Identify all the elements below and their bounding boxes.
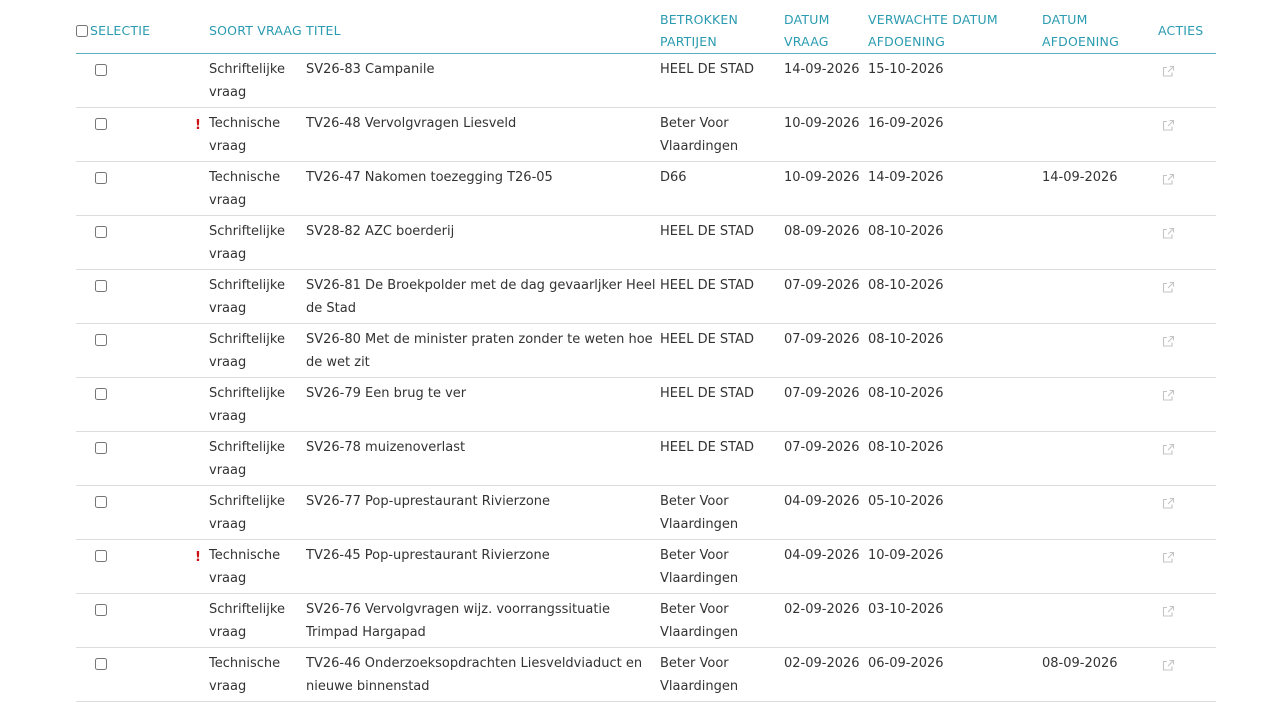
titel-cell[interactable]: SV26-77 Pop-uprestaurant Rivierzone xyxy=(306,486,660,540)
acties-cell xyxy=(1158,648,1216,702)
betrokken-partijen-cell: HEEL DE STAD xyxy=(660,324,784,378)
soort-vraag: Technische vraag xyxy=(209,116,281,154)
table-row[interactable] xyxy=(76,324,1216,378)
datum-vraag-cell: 07-09-2026 xyxy=(784,378,868,432)
datum-afdoening-cell xyxy=(1042,486,1158,540)
table-row[interactable] xyxy=(76,648,1216,702)
datum-vraag-cell: 07-09-2026 xyxy=(784,432,868,486)
row-select-cell xyxy=(76,270,209,324)
datum-vraag-cell: 14-09-2026 xyxy=(784,54,868,108)
row-select-cell xyxy=(76,486,209,540)
external-link-icon[interactable] xyxy=(1162,64,1175,87)
soort-vraag-cell xyxy=(209,432,306,486)
datum-afdoening-cell xyxy=(1042,324,1158,378)
row-select-checkbox[interactable] xyxy=(95,604,107,616)
row-select-checkbox[interactable] xyxy=(95,550,107,562)
acties-cell xyxy=(1158,270,1216,324)
soort-vraag-cell xyxy=(209,594,306,648)
table-row[interactable] xyxy=(76,540,1216,594)
external-link-icon[interactable] xyxy=(1162,658,1175,681)
external-link-icon[interactable] xyxy=(1162,496,1175,519)
table-row[interactable] xyxy=(76,108,1216,162)
verwachte-datum-cell: 10-09-2026 xyxy=(868,540,1042,594)
row-select-checkbox[interactable] xyxy=(95,280,107,292)
betrokken-partijen-cell: Beter Voor Vlaardingen xyxy=(660,540,784,594)
soort-vraag-cell xyxy=(209,162,306,216)
betrokken-partijen-cell: Beter Voor Vlaardingen xyxy=(660,108,784,162)
external-link-icon[interactable] xyxy=(1162,172,1175,195)
datum-afdoening-cell xyxy=(1042,216,1158,270)
soort-vraag-cell xyxy=(209,324,306,378)
datum-vraag-cell: 10-09-2026 xyxy=(784,162,868,216)
soort-vraag: Technische vraag xyxy=(209,656,281,694)
soort-vraag-cell xyxy=(209,54,306,108)
external-link-icon[interactable] xyxy=(1162,118,1175,141)
soort-vraag-cell xyxy=(209,216,306,270)
row-select-cell xyxy=(76,432,209,486)
acties-cell xyxy=(1158,486,1216,540)
vragen-table xyxy=(76,0,1216,702)
soort-vraag: Technische vraag xyxy=(209,170,281,208)
row-select-checkbox[interactable] xyxy=(95,496,107,508)
acties-cell xyxy=(1158,540,1216,594)
external-link-icon[interactable] xyxy=(1162,550,1175,573)
header-datum-afdoening[interactable]: DATUM AFDOENING xyxy=(1042,0,1158,54)
titel-cell[interactable]: SV26-76 Vervolgvragen wijz. voorrangssituatie Trimpad Hargapad xyxy=(306,594,660,648)
soort-vraag: Schriftelijke vraag xyxy=(209,278,285,316)
external-link-icon[interactable] xyxy=(1162,280,1175,303)
datum-vraag-cell: 04-09-2026 xyxy=(784,540,868,594)
verwachte-datum-cell: 05-10-2026 xyxy=(868,486,1042,540)
datum-vraag-cell: 04-09-2026 xyxy=(784,486,868,540)
row-select-cell xyxy=(76,540,209,594)
soort-vraag: Schriftelijke vraag xyxy=(209,602,285,640)
header-betrokken-partijen[interactable]: BETROKKEN PARTIJEN xyxy=(660,0,784,54)
acties-cell xyxy=(1158,54,1216,108)
header-verwachte-datum-afdoening[interactable]: VERWACHTE DATUM AFDOENING xyxy=(868,0,1042,54)
table-row[interactable] xyxy=(76,54,1216,108)
soort-vraag: Schriftelijke vraag xyxy=(209,224,285,262)
betrokken-partijen-cell: HEEL DE STAD xyxy=(660,270,784,324)
table-row[interactable] xyxy=(76,378,1216,432)
titel-cell[interactable]: TV26-47 Nakomen toezegging T26-05 xyxy=(306,162,660,216)
table-row[interactable] xyxy=(76,270,1216,324)
row-select-checkbox[interactable] xyxy=(95,226,107,238)
betrokken-partijen-cell: D66 xyxy=(660,162,784,216)
header-selectie xyxy=(76,0,209,54)
verwachte-datum-cell: 03-10-2026 xyxy=(868,594,1042,648)
soort-vraag: Technische vraag xyxy=(209,548,281,586)
urgent-marker: ! xyxy=(195,550,201,565)
external-link-icon[interactable] xyxy=(1162,388,1175,411)
table-body xyxy=(76,54,1216,702)
acties-cell xyxy=(1158,162,1216,216)
datum-afdoening-cell: 08-09-2026 xyxy=(1042,648,1158,702)
acties-cell xyxy=(1158,324,1216,378)
row-select-cell xyxy=(76,108,209,162)
external-link-icon[interactable] xyxy=(1162,226,1175,249)
header-soort-vraag[interactable]: SOORT VRAAG xyxy=(209,0,306,54)
verwachte-datum-cell: 06-09-2026 xyxy=(868,648,1042,702)
datum-vraag-cell: 08-09-2026 xyxy=(784,216,868,270)
titel-cell[interactable]: SV26-81 De Broekpolder met de dag gevaarljker Heel de Stad xyxy=(306,270,660,324)
datum-afdoening-cell xyxy=(1042,54,1158,108)
datum-afdoening-cell xyxy=(1042,432,1158,486)
datum-afdoening-cell xyxy=(1042,270,1158,324)
verwachte-datum-cell: 08-10-2026 xyxy=(868,432,1042,486)
acties-cell xyxy=(1158,594,1216,648)
datum-afdoening-cell xyxy=(1042,378,1158,432)
row-select-cell xyxy=(76,324,209,378)
row-select-checkbox[interactable] xyxy=(95,118,107,130)
verwachte-datum-cell: 08-10-2026 xyxy=(868,324,1042,378)
header-acties: ACTIES xyxy=(1158,0,1216,54)
header-row xyxy=(76,0,1216,54)
soort-vraag: Schriftelijke vraag xyxy=(209,386,285,424)
row-select-checkbox[interactable] xyxy=(95,658,107,670)
header-datum-vraag[interactable]: DATUM VRAAG xyxy=(784,0,868,54)
datum-vraag-cell: 10-09-2026 xyxy=(784,108,868,162)
urgent-marker: ! xyxy=(195,118,201,133)
titel-cell[interactable]: SV26-79 Een brug te ver xyxy=(306,378,660,432)
betrokken-partijen-cell: HEEL DE STAD xyxy=(660,216,784,270)
datum-vraag-cell: 02-09-2026 xyxy=(784,594,868,648)
table-row[interactable] xyxy=(76,486,1216,540)
datum-vraag-cell: 07-09-2026 xyxy=(784,324,868,378)
datum-vraag-cell: 02-09-2026 xyxy=(784,648,868,702)
row-select-cell xyxy=(76,648,209,702)
select-all-checkbox[interactable] xyxy=(76,25,88,37)
acties-cell xyxy=(1158,432,1216,486)
table-row[interactable] xyxy=(76,162,1216,216)
titel-cell[interactable]: SV28-82 AZC boerderij xyxy=(306,216,660,270)
soort-vraag-cell xyxy=(195,540,306,594)
soort-vraag: Schriftelijke vraag xyxy=(209,494,285,532)
soort-vraag: Schriftelijke vraag xyxy=(209,440,285,478)
titel-cell[interactable]: TV26-48 Vervolgvragen Liesveld xyxy=(306,108,660,162)
row-select-cell xyxy=(76,594,209,648)
row-select-cell xyxy=(76,54,209,108)
verwachte-datum-cell: 08-10-2026 xyxy=(868,216,1042,270)
betrokken-partijen-cell: HEEL DE STAD xyxy=(660,54,784,108)
soort-vraag-cell xyxy=(195,108,306,162)
acties-cell xyxy=(1158,378,1216,432)
betrokken-partijen-cell: Beter Voor Vlaardingen xyxy=(660,486,784,540)
titel-cell[interactable]: TV26-45 Pop-uprestaurant Rivierzone xyxy=(306,540,660,594)
table-row[interactable] xyxy=(76,216,1216,270)
verwachte-datum-cell: 08-10-2026 xyxy=(868,270,1042,324)
row-select-checkbox[interactable] xyxy=(95,64,107,76)
row-select-cell xyxy=(76,162,209,216)
soort-vraag-cell xyxy=(209,378,306,432)
table-row[interactable] xyxy=(76,594,1216,648)
external-link-icon[interactable] xyxy=(1162,604,1175,627)
betrokken-partijen-cell: Beter Voor Vlaardingen xyxy=(660,648,784,702)
row-select-cell xyxy=(76,216,209,270)
external-link-icon[interactable] xyxy=(1162,334,1175,357)
titel-cell[interactable]: SV26-83 Campanile xyxy=(306,54,660,108)
row-select-cell xyxy=(76,378,209,432)
verwachte-datum-cell: 15-10-2026 xyxy=(868,54,1042,108)
acties-cell xyxy=(1158,108,1216,162)
datum-afdoening-cell: 14-09-2026 xyxy=(1042,162,1158,216)
row-select-checkbox[interactable] xyxy=(95,442,107,454)
table-header xyxy=(76,0,1216,54)
verwachte-datum-cell: 16-09-2026 xyxy=(868,108,1042,162)
soort-vraag-cell xyxy=(209,648,306,702)
row-select-checkbox[interactable] xyxy=(95,388,107,400)
datum-afdoening-cell xyxy=(1042,540,1158,594)
datum-afdoening-cell xyxy=(1042,594,1158,648)
soort-vraag-cell xyxy=(209,486,306,540)
header-selectie-label: SELECTIE xyxy=(90,23,151,39)
soort-vraag: Schriftelijke vraag xyxy=(209,332,285,370)
datum-vraag-cell: 07-09-2026 xyxy=(784,270,868,324)
row-select-checkbox[interactable] xyxy=(95,172,107,184)
titel-cell[interactable]: SV26-78 muizenoverlast xyxy=(306,432,660,486)
titel-cell[interactable]: TV26-46 Onderzoeksopdrachten Liesveldviaduct en nieuwe binnenstad xyxy=(306,648,660,702)
header-titel[interactable]: TITEL xyxy=(306,0,660,54)
row-select-checkbox[interactable] xyxy=(95,334,107,346)
betrokken-partijen-cell: HEEL DE STAD xyxy=(660,432,784,486)
acties-cell xyxy=(1158,216,1216,270)
table-row[interactable] xyxy=(76,432,1216,486)
titel-cell[interactable]: SV26-80 Met de minister praten zonder te weten hoe de wet zit xyxy=(306,324,660,378)
datum-afdoening-cell xyxy=(1042,108,1158,162)
external-link-icon[interactable] xyxy=(1162,442,1175,465)
verwachte-datum-cell: 08-10-2026 xyxy=(868,378,1042,432)
betrokken-partijen-cell: Beter Voor Vlaardingen xyxy=(660,594,784,648)
verwachte-datum-cell: 14-09-2026 xyxy=(868,162,1042,216)
soort-vraag: Schriftelijke vraag xyxy=(209,62,285,100)
betrokken-partijen-cell: HEEL DE STAD xyxy=(660,378,784,432)
soort-vraag-cell xyxy=(209,270,306,324)
